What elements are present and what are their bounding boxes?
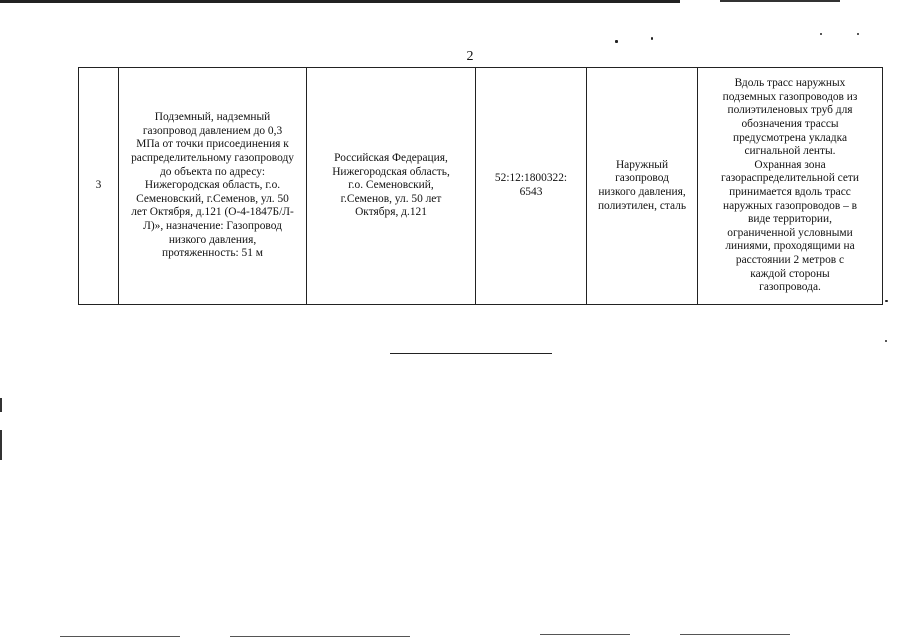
object-description-cell: Подземный, надземный газопровод давлением до 0,3 МПа от точки присоединения к распределительному газопроводу до объекта по адресу: Нижегородская область, г.о. Семеновский, г.Семенов, ул. 50 лет Октября, д.121 (О-4-1847Б/Л- Л)», назначение: Газопровод низкого давления, протяженность: 51 м	[119, 68, 307, 305]
scan-bottom-line	[680, 634, 790, 635]
top-border-rule-right	[720, 0, 840, 2]
cadastral-number-cell: 52:12:1800322: 6543	[476, 68, 587, 305]
scan-speck	[885, 340, 887, 342]
scan-edge-mark	[0, 398, 2, 412]
top-border-rule	[0, 0, 680, 3]
end-of-document-rule	[390, 353, 552, 354]
scan-speck	[651, 37, 653, 40]
object-address-cell: Российская Федерация, Нижегородская область, г.о. Семеновский, г.Семенов, ул. 50 лет Октября, д.121	[307, 68, 476, 305]
scan-edge-mark	[0, 430, 2, 460]
page-number: 2	[466, 49, 474, 64]
scan-speck	[615, 40, 618, 43]
table-row	[79, 68, 883, 305]
scan-bottom-line	[540, 634, 630, 635]
scan-speck	[885, 300, 888, 302]
scan-bottom-line	[60, 636, 180, 637]
objects-table	[78, 67, 883, 305]
protection-zone-note-cell: Вдоль трасс наружных подземных газопроводов из полиэтиленовых труб для обозначения трассы предусмотрена укладка сигнальной ленты. Охранная зона газораспределительной сети принимается вдоль трасс наружных газопроводов – в виде территории, ограниченной условными линиями, проходящими на расстоянии 2 метров с каждой стороны газопровода.	[698, 68, 883, 305]
object-type-cell: Наружный газопровод низкого давления, полиэтилен, сталь	[587, 68, 698, 305]
row-number-cell: 3	[79, 68, 119, 305]
scan-speck	[820, 33, 822, 35]
scan-bottom-line	[230, 636, 410, 637]
scan-speck	[857, 33, 859, 35]
